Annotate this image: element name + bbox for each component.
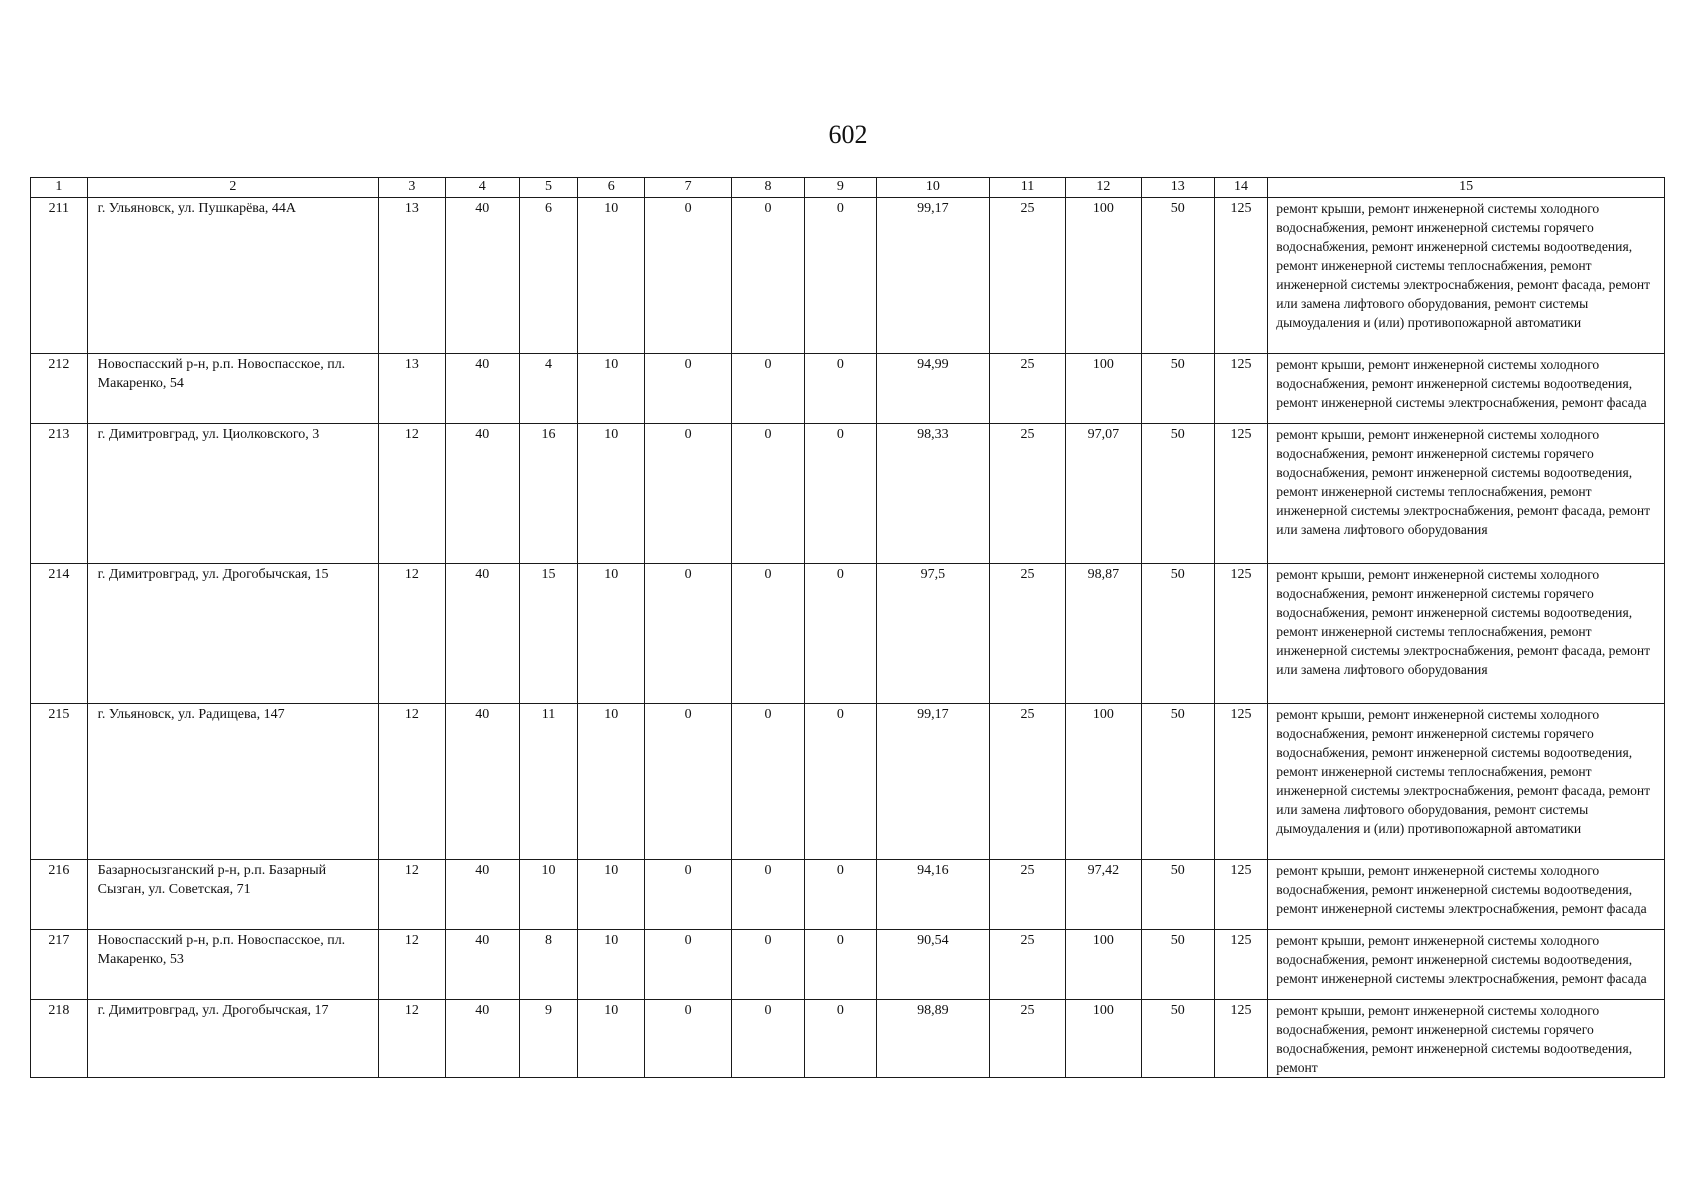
table-cell: 16 (519, 424, 578, 564)
table-cell: 50 (1141, 930, 1214, 1000)
table-cell: 0 (732, 354, 805, 424)
table-cell: 10 (519, 860, 578, 930)
table-cell: 12 (379, 1000, 446, 1078)
table-cell: 218 (31, 1000, 88, 1078)
table-cell: 12 (379, 930, 446, 1000)
column-header: 12 (1065, 178, 1141, 198)
column-header: 2 (87, 178, 378, 198)
table-cell: 10 (578, 198, 645, 354)
table-cell: Новоспасский р-н, р.п. Новоспасское, пл. Макаренко, 53 (87, 930, 378, 1000)
table-cell: 100 (1065, 354, 1141, 424)
table-cell: 100 (1065, 198, 1141, 354)
table-cell: 125 (1214, 1000, 1268, 1078)
table-cell: 12 (379, 424, 446, 564)
table-cell: 100 (1065, 704, 1141, 860)
table-cell: 10 (578, 860, 645, 930)
table-cell: 13 (379, 198, 446, 354)
table-cell: 213 (31, 424, 88, 564)
column-header: 8 (732, 178, 805, 198)
table-cell: 25 (990, 930, 1066, 1000)
table-cell: 25 (990, 198, 1066, 354)
table-row (31, 424, 1665, 564)
table-cell: 125 (1214, 424, 1268, 564)
table-cell: 98,87 (1065, 564, 1141, 704)
table-cell: 10 (578, 1000, 645, 1078)
table-cell: 0 (804, 860, 876, 930)
table-cell: 50 (1141, 1000, 1214, 1078)
table-cell: 15 (519, 564, 578, 704)
table-cell: 50 (1141, 564, 1214, 704)
column-header: 6 (578, 178, 645, 198)
table-cell: г. Ульяновск, ул. Радищева, 147 (87, 704, 378, 860)
column-header: 11 (990, 178, 1066, 198)
column-header: 1 (31, 178, 88, 198)
column-header: 15 (1268, 178, 1665, 198)
table-cell: 0 (645, 354, 732, 424)
table-cell: 10 (578, 704, 645, 860)
table-cell: 40 (445, 354, 519, 424)
table-cell: 215 (31, 704, 88, 860)
table-cell: 94,16 (876, 860, 989, 930)
table-row (31, 354, 1665, 424)
table-cell: 0 (804, 354, 876, 424)
table-cell: 0 (804, 198, 876, 354)
table-cell: 40 (445, 1000, 519, 1078)
table-cell: г. Димитровград, ул. Дрогобычская, 15 (87, 564, 378, 704)
table-cell: 10 (578, 354, 645, 424)
table-cell: ремонт крыши, ремонт инженерной системы холодного водоснабжения, ремонт инженерной системы водоотведения, ремонт инженерной системы электроснабжения, ремонт фасада (1268, 860, 1665, 930)
table-row (31, 1000, 1665, 1078)
table-cell: 25 (990, 564, 1066, 704)
table-cell: 0 (645, 564, 732, 704)
column-header: 4 (445, 178, 519, 198)
table-cell: 40 (445, 704, 519, 860)
table-cell: 0 (804, 930, 876, 1000)
table-cell: 4 (519, 354, 578, 424)
table-cell: ремонт крыши, ремонт инженерной системы холодного водоснабжения, ремонт инженерной системы горячего водоснабжения, ремонт инженерной системы водоотведения, ремонт инженерной системы теплоснабжения, ремонт инженерной системы электроснабжения, ремонт фасада, ремонт или замена лифтового оборудования (1268, 564, 1665, 704)
table-cell: 100 (1065, 930, 1141, 1000)
table-cell: 0 (645, 198, 732, 354)
table-cell: 40 (445, 424, 519, 564)
table-row (31, 930, 1665, 1000)
table-cell: 6 (519, 198, 578, 354)
table-cell: 50 (1141, 354, 1214, 424)
table-body (31, 198, 1665, 1078)
column-header: 3 (379, 178, 446, 198)
table-cell: г. Ульяновск, ул. Пушкарёва, 44А (87, 198, 378, 354)
table-cell: 0 (804, 704, 876, 860)
table-cell: 0 (732, 1000, 805, 1078)
table-cell: 40 (445, 564, 519, 704)
table-cell: 125 (1214, 564, 1268, 704)
table-row (31, 860, 1665, 930)
table-cell: 0 (732, 564, 805, 704)
table-cell: 98,33 (876, 424, 989, 564)
table-cell: Новоспасский р-н, р.п. Новоспасское, пл. Макаренко, 54 (87, 354, 378, 424)
table-cell: Базарносызганский р-н, р.п. Базарный Сызган, ул. Советская, 71 (87, 860, 378, 930)
table-cell: 40 (445, 930, 519, 1000)
data-table (30, 177, 1665, 1078)
table-cell: 12 (379, 704, 446, 860)
table-cell: 50 (1141, 424, 1214, 564)
table-cell: 125 (1214, 198, 1268, 354)
table-cell: 94,99 (876, 354, 989, 424)
table-cell: 0 (804, 564, 876, 704)
table-cell: 25 (990, 354, 1066, 424)
table-cell: 125 (1214, 704, 1268, 860)
table-cell: 0 (804, 1000, 876, 1078)
table-cell: ремонт крыши, ремонт инженерной системы холодного водоснабжения, ремонт инженерной системы водоотведения, ремонт инженерной системы электроснабжения, ремонт фасада (1268, 930, 1665, 1000)
table-cell: 40 (445, 198, 519, 354)
column-header: 5 (519, 178, 578, 198)
table-cell: 0 (732, 704, 805, 860)
table-cell: 90,54 (876, 930, 989, 1000)
table-cell: 214 (31, 564, 88, 704)
table-row (31, 564, 1665, 704)
table-cell: 25 (990, 704, 1066, 860)
table-cell: 12 (379, 860, 446, 930)
table-cell: ремонт крыши, ремонт инженерной системы холодного водоснабжения, ремонт инженерной системы горячего водоснабжения, ремонт инженерной системы водоотведения, ремонт инженерной системы теплоснабжения, ремонт инженерной системы электроснабжения, ремонт фасада, ремонт или замена лифтового оборудования (1268, 424, 1665, 564)
table-cell: 11 (519, 704, 578, 860)
table-cell: 125 (1214, 354, 1268, 424)
table-cell: 125 (1214, 860, 1268, 930)
table-cell: 211 (31, 198, 88, 354)
table-cell: 9 (519, 1000, 578, 1078)
table-cell: 99,17 (876, 704, 989, 860)
column-header: 13 (1141, 178, 1214, 198)
table-cell: 0 (645, 424, 732, 564)
table-cell: 0 (645, 704, 732, 860)
column-header: 7 (645, 178, 732, 198)
table-cell: г. Димитровград, ул. Дрогобычская, 17 (87, 1000, 378, 1078)
table-cell: 50 (1141, 860, 1214, 930)
table-cell: 0 (645, 1000, 732, 1078)
table-cell: 0 (732, 860, 805, 930)
table-cell: 10 (578, 424, 645, 564)
table-cell: 216 (31, 860, 88, 930)
table-cell: 10 (578, 564, 645, 704)
column-header: 9 (804, 178, 876, 198)
column-header: 10 (876, 178, 989, 198)
table-cell: 0 (732, 930, 805, 1000)
table-cell: 212 (31, 354, 88, 424)
table-cell: ремонт крыши, ремонт инженерной системы холодного водоснабжения, ремонт инженерной системы горячего водоснабжения, ремонт инженерной системы водоотведения, ремонт инженерной системы теплоснабжения, ремонт инженерной системы электроснабжения, ремонт фасада, ремонт или замена лифтового оборудования, ремонт системы дымоудаления и (или) противопожарной автоматики (1268, 198, 1665, 354)
table-cell: 8 (519, 930, 578, 1000)
table-cell: ремонт крыши, ремонт инженерной системы холодного водоснабжения, ремонт инженерной системы горячего водоснабжения, ремонт инженерной системы водоотведения, ремонт (1268, 1000, 1665, 1078)
table-cell: 0 (804, 424, 876, 564)
table-cell: 25 (990, 1000, 1066, 1078)
table-cell: 97,42 (1065, 860, 1141, 930)
table-cell: 50 (1141, 704, 1214, 860)
table-cell: 13 (379, 354, 446, 424)
page-number: 602 (828, 120, 868, 149)
table-cell: 97,07 (1065, 424, 1141, 564)
table-header (31, 178, 1665, 198)
table-cell: 100 (1065, 1000, 1141, 1078)
table-cell: 125 (1214, 930, 1268, 1000)
table-cell: 99,17 (876, 198, 989, 354)
table-cell: 50 (1141, 198, 1214, 354)
table-cell: ремонт крыши, ремонт инженерной системы холодного водоснабжения, ремонт инженерной системы водоотведения, ремонт инженерной системы электроснабжения, ремонт фасада (1268, 354, 1665, 424)
table-cell: 25 (990, 860, 1066, 930)
table-cell: 0 (732, 424, 805, 564)
table-cell: 0 (645, 860, 732, 930)
table-cell: 25 (990, 424, 1066, 564)
table-cell: 10 (578, 930, 645, 1000)
table-cell: 97,5 (876, 564, 989, 704)
table-cell: 0 (732, 198, 805, 354)
column-header: 14 (1214, 178, 1268, 198)
table-cell: 217 (31, 930, 88, 1000)
header-row (31, 178, 1665, 198)
table-cell: 40 (445, 860, 519, 930)
table-cell: 12 (379, 564, 446, 704)
table-cell: ремонт крыши, ремонт инженерной системы холодного водоснабжения, ремонт инженерной системы горячего водоснабжения, ремонт инженерной системы водоотведения, ремонт инженерной системы теплоснабжения, ремонт инженерной системы электроснабжения, ремонт фасада, ремонт или замена лифтового оборудования, ремонт системы дымоудаления и (или) противопожарной автоматики (1268, 704, 1665, 860)
table-row (31, 704, 1665, 860)
table-cell: 98,89 (876, 1000, 989, 1078)
table-row (31, 198, 1665, 354)
table-cell: г. Димитровград, ул. Циолковского, 3 (87, 424, 378, 564)
table-cell: 0 (645, 930, 732, 1000)
